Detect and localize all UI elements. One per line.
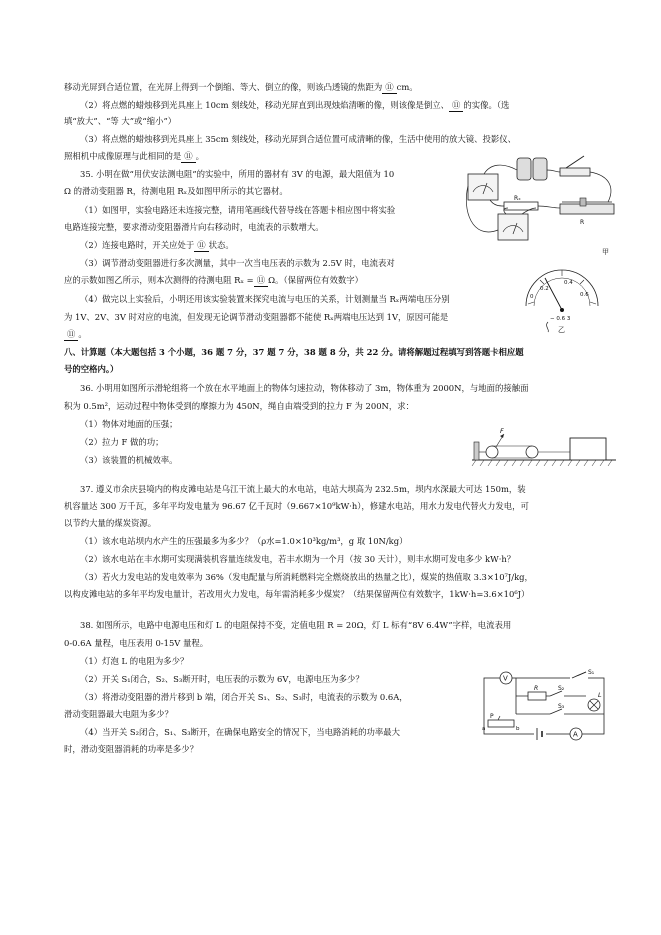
movable-pulley-icon <box>526 446 538 458</box>
rheostat-symbol <box>488 720 514 727</box>
tick-04: 0.4 <box>564 280 573 286</box>
q38-part3-cont: 滑动变阻器最大电阻为多少？ <box>64 709 173 719</box>
ammeter-icon <box>468 174 498 200</box>
label-yi: 乙 <box>558 326 565 334</box>
resistor-rx-icon <box>504 195 538 210</box>
pulley-figure <box>470 424 620 468</box>
section-8-title: 八、计算题（本大题包括 3 个小题，36 题 7 分，37 题 7 分，38 题 8 分，共 22 分。请将解题过程填写到答题卡相应题 <box>64 347 524 357</box>
fixed-pulley-icon <box>486 446 498 458</box>
q37-part1: （1）该水电站坝内水产生的压强最多为多少？（ρ水=1.0×10³kg/m³，g 取 10N/kg） <box>80 536 408 546</box>
q34-part3: （3）将点燃的蜡烛移到光具座上 35cm 刻线处，移动光屏到合适位置可成清晰的像，生活中使用的放大镜、投影仪、 <box>80 134 516 144</box>
answer-blank[interactable]: ⑪ <box>254 275 268 287</box>
q37-part3: （3）若火力发电站的发电效率为 36%（发电配量与所消耗燃料完全燃烧放出的热量之比），煤炭的热值取 3.3×10⁷J/kg， <box>80 572 533 582</box>
label-s1: S₁ <box>588 669 595 676</box>
ground-hatching <box>472 460 612 466</box>
q38-part4: （4）当开关 S₂闭合，S₁、S₃断开，在确保电路安全的情况下，当电路消耗的功率最大 <box>80 727 401 737</box>
q35-part4-cont: 为 1V、2V、3V 时对应的电流，但发现无论调节滑动变阻器都不能使 Rₓ两端电压达到 1V，原因可能是 <box>64 312 449 322</box>
q34-line-1: 移动光屏到合适位置，在光屏上得到一个倒缩、等大、倒立的像，则该凸透镜的焦距为 ⑪ cm。 <box>64 82 418 92</box>
q36-stem: 36. 小明用如图所示滑轮组将一个放在水平地面上的物体匀速拉动，物体移动了 3m，物体重为 2000N，与地面的接触面 <box>80 383 529 393</box>
wall-post <box>474 442 479 460</box>
label-l: L <box>598 691 602 699</box>
switch-icon <box>560 156 590 176</box>
label-r: R <box>580 219 585 226</box>
label-a: A <box>573 730 578 739</box>
circuit-apparatus-figure <box>462 150 622 260</box>
section-8-title-cont: 号的空格内。） <box>64 364 119 374</box>
battery-icon <box>517 158 547 180</box>
q35-part3: （3）调节滑动变阻器进行多次测量，其中一次当电压表的示数为 2.5V 时，电流表对 <box>80 258 395 268</box>
q36-part3: （3）该装置的机械效率。 <box>80 455 178 465</box>
ammeter-dial-figure <box>520 262 604 334</box>
q34-part2: （2）将点燃的蜡烛移到光具座上 10cm 刻线处，移动光屏直到出现烛焰清晰的像，则该像是倒立、 ⑪ 的实像。（选 <box>80 100 510 110</box>
q36-stem-cont: 积为 0.5m²，运动过程中物体受到的摩擦力为 450N，绳自由端受到的拉力 F 为 200N，求： <box>64 401 414 411</box>
q38-stem: 38. 如图所示，电路中电源电压和灯 L 的电阻保持不变，定值电阻 R = 20Ω，灯 L 标有“8V 6.4W”字样，电流表用 <box>80 620 512 630</box>
label-v: V <box>503 674 508 683</box>
label-rx: Rₓ <box>514 195 521 202</box>
q38-part1: （1）灯泡 L 的电阻为多少？ <box>80 656 189 666</box>
q37-part2: （2）该水电站在丰水期可实现满装机容量连续发电，若丰水期为一个月（按 30 天计），则丰水期可发电多少 kW·h？ <box>80 554 516 564</box>
answer-blank[interactable]: ⑪ <box>181 151 195 163</box>
q35-part2: （2）连接电路时，开关应处于 ⑪ 状态。 <box>80 240 234 250</box>
label-end-b: b <box>516 726 520 732</box>
resistor-r-symbol <box>528 692 546 700</box>
q37-part3-cont: 以构皮滩电站的多年平均发电量计，若改用火力发电，每年需消耗多少煤炭？（结果保留两位有效数字，1kW·h=3.6×10⁶J） <box>64 589 530 599</box>
q35-part1-cont: 电路连接完整，要求滑动变阻器滑片向右移动时，电流表的示数增大。 <box>64 222 324 232</box>
q35-stem-cont: Ω 的滑动变阻器 R，待测电阻 Rₓ及如图甲所示的其它器材。 <box>64 186 288 196</box>
q37-stem-cont2: 以节约大量的煤炭资源。 <box>64 518 157 528</box>
answer-blank[interactable]: ⑪ <box>194 240 208 252</box>
answer-blank[interactable]: ⑪ <box>382 82 396 94</box>
q37-stem: 37. 遵义市余庆县境内的构皮滩电站是乌江干流上最大的水电站，电站大坝高为 232.5m，坝内水深最大可达 150m，装 <box>80 484 526 494</box>
q38-part2: （2）开关 S₁闭合，S₂、S₃断开时，电压表的示数为 6V，电源电压为多少？ <box>80 674 364 684</box>
label-force-f: F <box>500 427 504 435</box>
answer-blank[interactable]: ⑪ <box>449 100 463 112</box>
tick-02: 0.2 <box>540 286 549 292</box>
q35-part4: （4）做完以上实验后，小明还用该实验装置来探究电流与电压的关系，计划测量当 Rₓ两端电压分别 <box>80 294 450 304</box>
object-block <box>570 438 606 460</box>
label-s3: S₃ <box>558 703 565 710</box>
label-r: R <box>534 685 539 692</box>
q34-part2-cont: 填“放大”、“等 大”或“缩小”） <box>64 116 177 126</box>
tick-0: 0 <box>530 294 534 300</box>
dial-ticks <box>528 270 596 304</box>
label-s2: S₂ <box>558 685 565 692</box>
q34-part3-cont: 照相机中成像原理与此相同的是 ⑪ 。 <box>64 151 204 161</box>
q36-part2: （2）拉力 F 做的功； <box>80 437 164 447</box>
label-p: P <box>490 713 494 720</box>
label-end-a: a <box>482 726 486 732</box>
q38-part3: （3）将滑动变阻器的滑片移到 b 端，闭合开关 S₁、S₂、S₃时，电流表的示数为 0.6A， <box>80 692 408 702</box>
voltmeter-icon <box>498 214 528 240</box>
circuit-38-figure <box>476 664 612 746</box>
dial-needle <box>545 278 562 310</box>
q38-stem-cont: 0-0.6A 量程，电压表用 0-15V 量程。 <box>64 638 209 648</box>
q37-stem-cont: 机容量达 300 万千瓦，多年平均发电量为 96.67 亿千瓦时（9.667×10⁹kW·h），修建水电站，用水力发电代替火力发电，可 <box>64 501 529 511</box>
rheostat-icon <box>560 198 614 226</box>
label-jia: 甲 <box>602 248 609 256</box>
q35-part1: （1）如图甲，实验电路还未连接完整，请用笔画线代替导线在答题卡相应图中将实验 <box>80 205 396 215</box>
q38-part4-cont: 时，滑动变阻器消耗的功率是多少？ <box>64 744 198 754</box>
terminal-labels: − 0.6 3 <box>550 316 571 322</box>
q35-part4-answer: ⑪ 。 <box>64 329 614 341</box>
q36-part1: （1）物体对地面的压强； <box>80 419 178 429</box>
q35-part3-cont: 应的示数如图乙所示，则本次测得的待测电阻 Rₓ = ⑪ Ω。（保留两位有效数字） <box>64 275 363 285</box>
answer-blank[interactable]: ⑪ <box>64 329 78 341</box>
tick-06: 0.6 <box>580 292 589 298</box>
q35-stem: 35. 小明在做“用伏安法测电阻”的实验中，所用的器材有 3V 的电源，最大阻值为 10 <box>80 169 395 179</box>
